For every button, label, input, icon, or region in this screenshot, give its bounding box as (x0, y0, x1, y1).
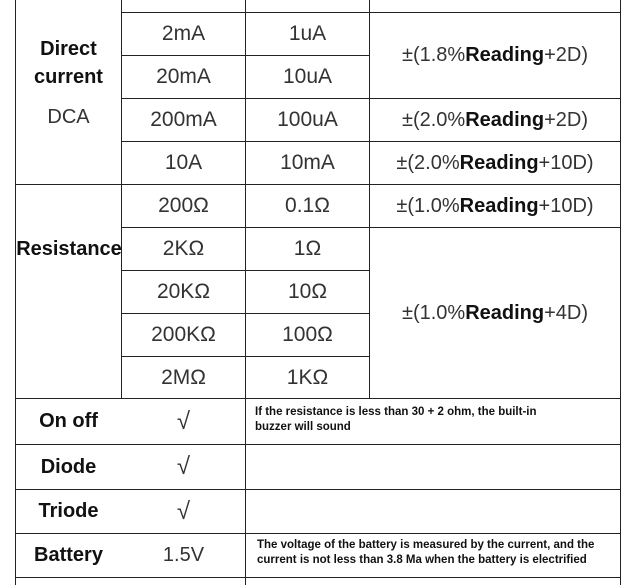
feature-name-cell: Diode (40, 455, 97, 478)
grid-line (15, 577, 620, 578)
grid-line (620, 0, 621, 585)
checkmark-icon: √ (176, 497, 191, 525)
res-range-cell: 20KΩ (156, 280, 211, 303)
checkmark-icon: √ (176, 453, 191, 480)
accuracy-word: Reading (459, 194, 539, 217)
dca-resolution-cell: 10uA (282, 65, 333, 88)
checkmark-icon: √ (176, 407, 191, 435)
res-resolution-cell: 100Ω (282, 323, 333, 346)
dca-label-line1: Direct (40, 37, 97, 60)
dca-range-cell: 20mA (156, 65, 211, 88)
res-resolution-cell: 10Ω (287, 280, 328, 303)
dca-resolution-cell: 100uA (277, 108, 338, 131)
dca-range-cell: 2mA (161, 22, 206, 45)
dca-resolution-cell: 10mA (280, 151, 335, 174)
res-accuracy-cell (370, 185, 620, 227)
accuracy-suffix: +4D) (544, 301, 589, 324)
feature-note: If the resistance is less than 30 + 2 ohm, the built-in buzzer will sound (255, 406, 537, 433)
feature-name-cell: Battery (34, 544, 103, 566)
dca-label-line2: current (34, 65, 103, 88)
accuracy-prefix: ±(1.0% (396, 194, 460, 217)
accuracy-prefix: ±(1.0% (401, 301, 466, 324)
res-resolution-cell: 0.1Ω (285, 194, 330, 217)
accuracy-word: Reading (465, 44, 545, 66)
accuracy-prefix: ±(2.0% (401, 108, 466, 131)
dca-label-line3: DCA (47, 105, 90, 128)
feature-note: The voltage of the battery is measured by the current, and the current is not less than 3.8 Ma when the battery is electrified (257, 539, 595, 566)
res-resolution-cell: 1KΩ (286, 365, 329, 389)
accuracy-word: Reading (465, 301, 545, 324)
res-accuracy-cell (370, 228, 620, 398)
feature-name-cell: Triode (38, 500, 99, 522)
accuracy-word: Reading (459, 151, 539, 174)
dca-accuracy-cell (370, 142, 620, 184)
dca-range-cell: 10A (164, 151, 203, 174)
res-range-cell: 200KΩ (151, 323, 216, 346)
dca-accuracy-cell (370, 99, 620, 141)
res-resolution-cell: 1Ω (293, 237, 322, 260)
feature-name-cell: On off (39, 410, 98, 432)
res-range-cell: 2MΩ (161, 365, 206, 389)
dca-resolution-cell: 1uA (288, 22, 327, 45)
accuracy-prefix: ±(2.0% (396, 151, 460, 174)
dca-accuracy-cell (370, 13, 620, 98)
accuracy-suffix: +10D) (538, 194, 594, 217)
accuracy-suffix: +10D) (538, 151, 594, 174)
accuracy-prefix: ±(1.8% (401, 44, 466, 66)
dca-range-cell: 200mA (150, 108, 217, 131)
resistance-label: Resistance (16, 237, 122, 260)
res-range-cell: 2KΩ (162, 237, 205, 260)
feature-value-cell: 1.5V (162, 544, 205, 566)
accuracy-suffix: +2D) (544, 108, 589, 131)
accuracy-word: Reading (465, 108, 545, 131)
res-range-cell: 200Ω (158, 194, 209, 217)
accuracy-suffix: +2D) (544, 44, 589, 66)
grid-line (245, 398, 246, 585)
